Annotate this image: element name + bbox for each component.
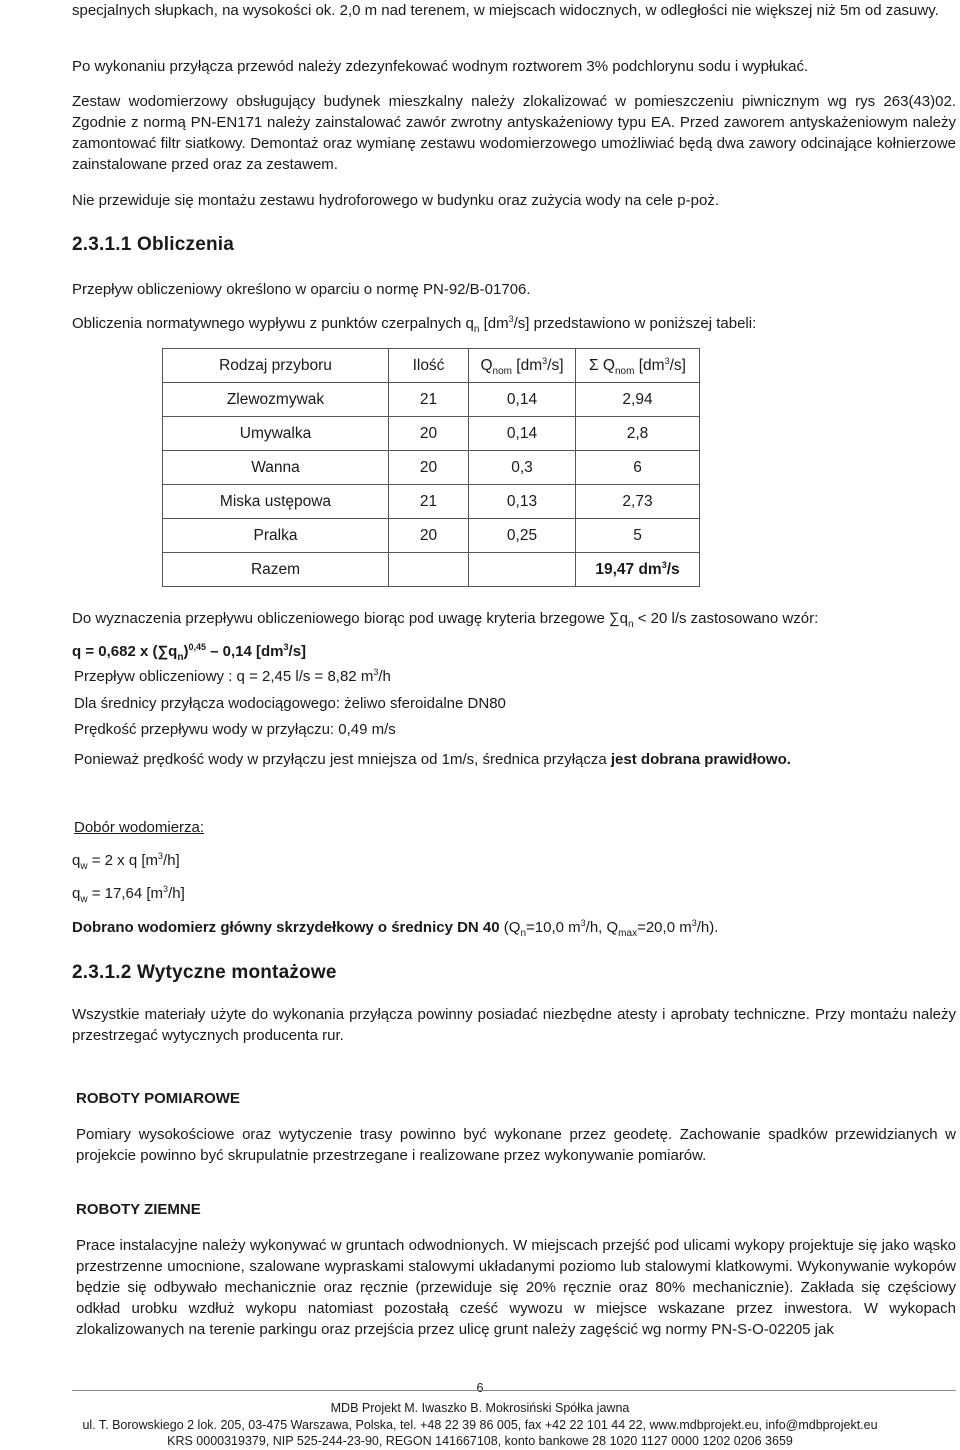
cell-sum: 6 [576,451,700,485]
meter-chosen [72,917,956,938]
flow-result [74,666,958,687]
table-header-row [163,349,700,383]
table-row [163,485,700,519]
paragraph-meter-set [72,91,956,175]
cell-qnom: 0,3 [469,451,576,485]
text-span: Demontaż oraz wymianę zestawu wodomierzowego umożliwiać będą dwa zawory odcinające kołnierzowe zainstalowane przed oraz za zestawem. [72,135,957,173]
cell-sum: 2,8 [576,417,700,451]
paragraph-hydrophore [72,190,956,211]
subheading: Dobór wodomierza: [74,819,205,836]
formula-text: $q_w = 17,64$ $[m^3/h]$ [72,884,185,905]
table-row [163,417,700,451]
paragraph-text: Dla średnicy przyłącza wodociągowego: żeliwo sferoidalne DN80 [74,695,506,712]
footer-divider [72,1390,956,1391]
cell-qty: 20 [389,451,469,485]
criteria-text [72,608,956,629]
paragraph-text: Dobrano wodomierz główny skrzydełkowy o średnicy DN 40 ($Q_n=10,0$ $m^3/h$, $Q_{max}=20,0$ $m^3/h$). [72,918,719,939]
table-total-row [163,553,700,587]
velocity-conclusion [74,749,958,770]
footer-registry: KRS 0000319379, NIP 525-244-23-90, REGON 141667108, konto bankowe 28 1020 1127 0000 1202 0206 3659 [167,1434,793,1448]
cell-total-qty [389,553,469,587]
meter-equation-2 [72,883,956,904]
cell-qty: 21 [389,383,469,417]
paragraph-text: Po wykonaniu przyłącza przewód należy zdezynfekować wodnym roztworem 3% podchlorynu sodu i wypłukać. [72,58,809,75]
section-heading-installation: 2.3.1.2 Wytyczne montażowe [72,962,337,983]
pipe-diameter [74,693,958,714]
installation-text [72,1004,956,1046]
text-span: Przed zaworem antyskażeniowym należy zamontować filtr siatkowy. [72,114,956,152]
table-row [163,383,700,417]
flow-formula [72,641,956,662]
paragraph-text: Ponieważ prędkość wody w przyłączu jest mniejsza od 1m/s, średnica przyłącza jest dobrana prawidłowo. [74,751,791,768]
earthworks-heading: ROBOTY ZIEMNE [76,1201,201,1218]
formula-text: q = 0,682 x $(\sum q_n)^{0,45} - 0,14$ $[dm^3/s]$ [72,642,307,663]
paragraph-text [72,91,956,175]
paragraph-text: Obliczenia normatywnego wypływu z punktów czerpalnych $q_n$ $[dm^3/s]$ przedstawiono w poniższej tabeli: [72,314,757,335]
header-sum-qnom: Σ $Q_{nom}$ $[dm^3/s]$ [576,349,700,383]
cell-qty: 20 [389,417,469,451]
paragraph-posts [72,0,956,21]
cell-sum: 2,73 [576,485,700,519]
cell-total-qnom [469,553,576,587]
cell-sum: 5 [576,519,700,553]
page-number: 6 [476,1381,484,1395]
header-qnom: $Q_{nom}$ $[dm^3/s]$ [469,349,576,383]
cell-total-sum: 19,47 $dm^3/s$ [576,553,700,587]
footer-address: ul. T. Borowskiego 2 lok. 205, 03-475 Warszawa, Polska, tel. +48 22 39 86 005, fax +42 22 101 44 22, www.mdbprojekt.eu, info@mdbprojekt.eu [82,1418,878,1432]
table-row [163,451,700,485]
calc-intro [72,279,956,300]
cell-qty: 21 [389,485,469,519]
header-quantity: Ilość [389,349,469,383]
earthworks-text [76,1235,956,1340]
cell-qnom: 0,25 [469,519,576,553]
survey-heading: ROBOTY POMIAROWE [76,1090,240,1107]
section-heading-calculations: 2.3.1.1 Obliczenia [72,234,235,255]
paragraph-text: Przepływ obliczeniowy określono w oparciu o normę PN-92/B-01706. [72,281,531,298]
footer-company: MDB Projekt M. Iwaszko B. Mokrosiński Spółka jawna [330,1401,630,1415]
cell-qnom: 0,14 [469,383,576,417]
flow-velocity [74,719,958,740]
meter-heading [74,817,958,838]
cell-qnom: 0,13 [469,485,576,519]
paragraph-text: specjalnych słupkach, na wysokości ok. 2,0 m nad terenem, w miejscach widocznych, w odległości nie większej niż 5m od zasuwy. [72,2,939,19]
meter-equation-1 [72,850,956,871]
cell-sum: 2,94 [576,383,700,417]
paragraph-text: Do wyznaczenia przepływu obliczeniowego biorąc pod uwagę kryteria brzegowe $\sum q_n < 20$ l/s zastosowano wzór: [72,610,819,630]
paragraph-text: Prace instalacyjne należy wykonywać w gruntach odwodnionych. W miejscach przejść pod ulicami wykopy projektuje się jako wąsko przestrzenne umocnione, szalowane wypraskami stalowymi układanymi poziomo lub stalowymi klatkowymi. Wykonywanie wykopów będzie się odbywało mechanicznie oraz ręcznie (przewiduje się 20% ręcznie oraz 80% mechanicznie). Zakłada się częściowy odkład urobku wzdłuż wykopu natomiast pozostałą cześć wywozu w miejsce wskazane przez inwestora. W wykopach zlokalizowanych na terenie parkingu oraz przejścia przez ulicę grunt należy zagęścić wg normy PN-S-O-02205 jak [76,1237,956,1338]
table-row [163,519,700,553]
paragraph-text: Przepływ obliczeniowy : q = 2,45 l/s = 8,82 $m^3/h$ [74,667,391,685]
cell-qnom: 0,14 [469,417,576,451]
cell-fixture: Pralka [163,519,389,553]
formula-text: $q_w = 2$ x q $[m^3/h]$ [72,851,180,872]
paragraph-text: Wszystkie materiały użyte do wykonania przyłącza powinny posiadać niezbędne atesty i aprobaty techniczne. Przy montażu należy przestrzegać wytycznych producenta rur. [72,1006,956,1044]
table-intro [72,313,956,334]
paragraph-text: Nie przewiduje się montażu zestawu hydroforowego w budynku oraz zużycia wody na cele p-poż. [72,192,719,209]
cell-total-label: Razem [163,553,389,587]
paragraph-text: Prędkość przepływu wody w przyłączu: 0,49 m/s [74,721,396,738]
survey-text [76,1124,956,1166]
header-fixture-type: Rodzaj przyboru [163,349,389,383]
cell-fixture: Wanna [163,451,389,485]
flow-table [162,348,700,587]
cell-fixture: Umywalka [163,417,389,451]
cell-fixture: Miska ustępowa [163,485,389,519]
cell-qty: 20 [389,519,469,553]
text-span: Zestaw wodomierzowy obsługujący budynek mieszkalny należy zlokalizować w pomieszczeniu piwnicznym wg rys 263(43)02. Zgodnie z normą PN-EN171 należy zainstalować zawór zwrotny antyskażeniowy typu EA. [72,93,956,131]
paragraph-text: Pomiary wysokościowe oraz wytyczenie trasy powinno być wykonane przez geodetę. Zachowanie spadków przewidzianych w projekcie powinno być skrupulatnie przestrzegane i realizowane przez wykonywanie pomiarów. [76,1126,956,1164]
paragraph-disinfection [72,56,956,77]
cell-fixture: Zlewozmywak [163,383,389,417]
